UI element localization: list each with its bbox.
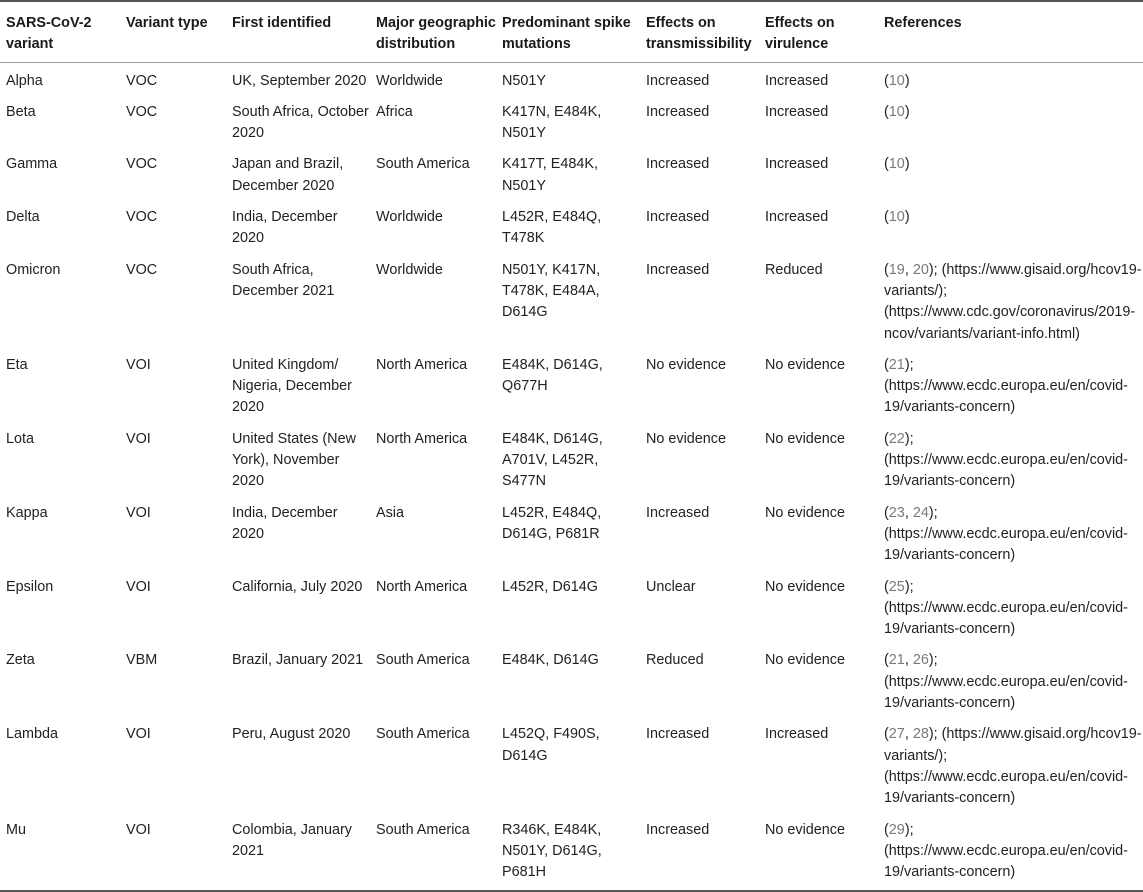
transmissibility-cell: Unclear <box>646 578 696 595</box>
reference-text: ); (https://www.ecdc.europa.eu/en/covid-19/variants-concern) <box>884 578 1128 638</box>
first-identified-cell: United Kingdom/ Nigeria, December 2020 <box>232 356 352 416</box>
reference-number-link[interactable]: 19 <box>888 261 905 278</box>
reference-text: ( <box>884 726 889 743</box>
variant-type-cell: VOI <box>126 504 151 521</box>
variant-type-cell: VOI <box>126 821 151 838</box>
variant-type-cell: VOC <box>126 103 158 120</box>
variant-name-cell: Kappa <box>6 504 48 521</box>
transmissibility-cell: Increased <box>646 72 710 89</box>
reference-text: ( <box>884 156 889 173</box>
reference-number-link[interactable]: 10 <box>888 103 905 120</box>
header-spike-mutations: Predominant spike mutations <box>502 15 631 53</box>
table-row <box>0 149 1143 202</box>
spike-mutations-cell: L452R, D614G <box>502 578 598 595</box>
reference-text: ( <box>884 209 889 226</box>
references-cell <box>878 350 1143 424</box>
reference-number-link[interactable]: 29 <box>888 821 905 838</box>
transmissibility-cell: Reduced <box>646 652 704 669</box>
variant-type-cell: VBM <box>126 652 158 669</box>
virulence-cell: Increased <box>765 209 829 226</box>
geographic-distribution-cell: North America <box>376 356 468 373</box>
reference-number-link[interactable]: 22 <box>888 430 905 447</box>
variant-name-cell: Beta <box>6 103 36 120</box>
virulence-cell: Increased <box>765 726 829 743</box>
spike-mutations-cell: E484K, D614G, A701V, L452R, S477N <box>502 430 603 490</box>
variant-type-cell: VOC <box>126 72 158 89</box>
reference-text: ( <box>884 821 889 838</box>
geographic-distribution-cell: Africa <box>376 103 413 120</box>
reference-text: ( <box>884 652 889 669</box>
variant-name-cell: Delta <box>6 209 40 226</box>
variant-type-cell: VOC <box>126 209 158 226</box>
reference-number-link[interactable]: 28 <box>912 726 929 743</box>
reference-text: ( <box>884 504 889 521</box>
first-identified-cell: South Africa, December 2021 <box>232 261 335 299</box>
geographic-distribution-cell: Asia <box>376 504 404 521</box>
spike-mutations-cell: E484K, D614G, Q677H <box>502 356 603 395</box>
spike-mutations-cell: N501Y <box>502 72 547 89</box>
header-first-identified: First identified <box>232 15 332 31</box>
reference-text: ( <box>884 430 889 447</box>
geographic-distribution-cell: Worldwide <box>376 261 443 278</box>
spike-mutations-cell: K417N, E484K, N501Y <box>502 103 602 142</box>
first-identified-cell: Colombia, January 2021 <box>232 821 352 859</box>
reference-number-link[interactable]: 27 <box>888 726 905 743</box>
reference-text: ); (https://www.gisaid.org/hcov19-variants/); (https://www.ecdc.europa.eu/en/covid-19/variants-concern) <box>884 726 1142 807</box>
virulence-cell: No evidence <box>765 821 845 838</box>
transmissibility-cell: Increased <box>646 103 710 120</box>
first-identified-cell: Peru, August 2020 <box>232 726 351 743</box>
variant-name-cell: Alpha <box>6 72 43 89</box>
references-cell <box>878 719 1143 814</box>
transmissibility-cell: Increased <box>646 209 710 226</box>
reference-number-link[interactable]: 10 <box>888 72 905 89</box>
transmissibility-cell: Increased <box>646 261 710 278</box>
references-cell <box>878 202 1143 255</box>
spike-mutations-cell: E484K, D614G <box>502 652 599 669</box>
table-body <box>0 62 1143 891</box>
reference-text: ( <box>884 261 889 278</box>
reference-text: , <box>904 261 913 278</box>
references-cell <box>878 498 1143 572</box>
reference-text: ( <box>884 72 889 89</box>
reference-number-link[interactable]: 21 <box>888 356 905 373</box>
header-geographic-distribution: Major geographic distribution <box>376 15 496 53</box>
virulence-cell: No evidence <box>765 578 845 595</box>
reference-text: ( <box>884 103 889 120</box>
first-identified-cell: India, December 2020 <box>232 209 338 247</box>
variant-type-cell: VOI <box>126 430 151 447</box>
reference-text: ); (https://www.ecdc.europa.eu/en/covid-19/variants-concern) <box>884 430 1128 490</box>
table-header-row <box>0 1 1143 62</box>
references-cell <box>878 97 1143 150</box>
table-row <box>0 498 1143 572</box>
reference-number-link[interactable]: 20 <box>912 261 929 278</box>
virulence-cell: No evidence <box>765 504 845 521</box>
spike-mutations-cell: R346K, E484K, N501Y, D614G, P681H <box>502 821 602 881</box>
geographic-distribution-cell: South America <box>376 156 470 173</box>
virulence-cell: Increased <box>765 103 829 120</box>
geographic-distribution-cell: South America <box>376 821 470 838</box>
reference-text: ) <box>904 156 910 173</box>
virulence-cell: Reduced <box>765 261 823 278</box>
spike-mutations-cell: K417T, E484K, N501Y <box>502 156 599 194</box>
variant-type-cell: VOI <box>126 578 151 595</box>
first-identified-cell: California, July 2020 <box>232 578 363 595</box>
virulence-cell: Increased <box>765 72 829 89</box>
header-variant-type: Variant type <box>126 15 208 31</box>
table-row <box>0 62 1143 97</box>
spike-mutations-cell: N501Y, K417N, T478K, E484A, D614G <box>502 261 601 321</box>
reference-number-link[interactable]: 21 <box>888 652 905 669</box>
table-row <box>0 424 1143 498</box>
header-references: References <box>884 15 962 31</box>
first-identified-cell: UK, September 2020 <box>232 72 367 89</box>
variant-type-cell: VOC <box>126 261 158 278</box>
variant-name-cell: Zeta <box>6 652 35 669</box>
first-identified-cell: Japan and Brazil, December 2020 <box>232 156 344 194</box>
references-cell <box>878 149 1143 202</box>
virulence-cell: Increased <box>765 156 829 173</box>
reference-text: , <box>904 504 913 521</box>
table-row <box>0 572 1143 646</box>
reference-text: ( <box>884 356 889 373</box>
reference-text: ) <box>904 72 910 89</box>
reference-text: ); (https://www.ecdc.europa.eu/en/covid-19/variants-concern) <box>884 821 1128 881</box>
header-virulence: Effects on virulence <box>765 15 835 53</box>
variant-name-cell: Gamma <box>6 156 58 173</box>
reference-number-link[interactable]: 26 <box>912 652 929 669</box>
reference-text: , <box>904 652 913 669</box>
reference-number-link[interactable]: 10 <box>888 156 905 173</box>
table-row <box>0 255 1143 350</box>
header-variant: SARS-CoV-2 variant <box>6 15 92 53</box>
transmissibility-cell: Increased <box>646 726 710 743</box>
table-row <box>0 719 1143 814</box>
first-identified-cell: United States (New York), November 2020 <box>232 430 356 490</box>
references-cell <box>878 645 1143 719</box>
first-identified-cell: India, December 2020 <box>232 504 338 542</box>
variant-type-cell: VOI <box>126 726 151 743</box>
reference-text: ) <box>904 209 910 226</box>
reference-text: ); (https://www.ecdc.europa.eu/en/covid-19/variants-concern) <box>884 652 1128 712</box>
transmissibility-cell: Increased <box>646 821 710 838</box>
table-row <box>0 815 1143 892</box>
variant-name-cell: Eta <box>6 356 28 373</box>
variant-name-cell: Epsilon <box>6 578 54 595</box>
geographic-distribution-cell: South America <box>376 726 470 743</box>
references-cell <box>878 572 1143 646</box>
table-row <box>0 202 1143 255</box>
table-row <box>0 645 1143 719</box>
first-identified-cell: South Africa, October 2020 <box>232 103 369 142</box>
reference-text: , <box>904 726 913 743</box>
reference-number-link[interactable]: 10 <box>888 209 905 226</box>
transmissibility-cell: Increased <box>646 504 710 521</box>
variant-name-cell: Omicron <box>6 261 61 278</box>
variant-type-cell: VOI <box>126 356 151 373</box>
reference-text: ); (https://www.ecdc.europa.eu/en/covid-19/variants-concern) <box>884 356 1128 416</box>
reference-text: ) <box>904 103 910 120</box>
spike-mutations-cell: L452Q, F490S, D614G <box>502 726 600 764</box>
references-cell <box>878 255 1143 350</box>
spike-mutations-cell: L452R, E484Q, T478K <box>502 209 602 247</box>
geographic-distribution-cell: North America <box>376 430 468 447</box>
references-cell <box>878 815 1143 892</box>
geographic-distribution-cell: Worldwide <box>376 209 443 226</box>
variant-type-cell: VOC <box>126 156 158 173</box>
transmissibility-cell: No evidence <box>646 356 726 373</box>
geographic-distribution-cell: South America <box>376 652 470 669</box>
variant-name-cell: Mu <box>6 821 26 838</box>
transmissibility-cell: No evidence <box>646 430 726 447</box>
references-cell <box>878 62 1143 97</box>
virulence-cell: No evidence <box>765 652 845 669</box>
virulence-cell: No evidence <box>765 430 845 447</box>
reference-text: ); (https://www.ecdc.europa.eu/en/covid-19/variants-concern) <box>884 504 1128 564</box>
table-row <box>0 97 1143 150</box>
variant-name-cell: Lota <box>6 430 35 447</box>
reference-number-link[interactable]: 24 <box>912 504 929 521</box>
transmissibility-cell: Increased <box>646 156 710 173</box>
spike-mutations-cell: L452R, E484Q, D614G, P681R <box>502 504 602 542</box>
reference-number-link[interactable]: 25 <box>888 578 905 595</box>
header-transmissibility: Effects on transmissibility <box>646 15 752 53</box>
geographic-distribution-cell: Worldwide <box>376 72 443 89</box>
reference-number-link[interactable]: 23 <box>888 504 905 521</box>
geographic-distribution-cell: North America <box>376 578 468 595</box>
reference-text: ( <box>884 578 889 595</box>
variant-name-cell: Lambda <box>6 726 59 743</box>
table-row <box>0 350 1143 424</box>
reference-text: ); (https://www.gisaid.org/hcov19-variants/); (https://www.cdc.gov/coronavirus/2019-ncov/variants/variant-info.html) <box>884 261 1142 342</box>
references-cell <box>878 424 1143 498</box>
first-identified-cell: Brazil, January 2021 <box>232 652 364 669</box>
virulence-cell: No evidence <box>765 356 845 373</box>
